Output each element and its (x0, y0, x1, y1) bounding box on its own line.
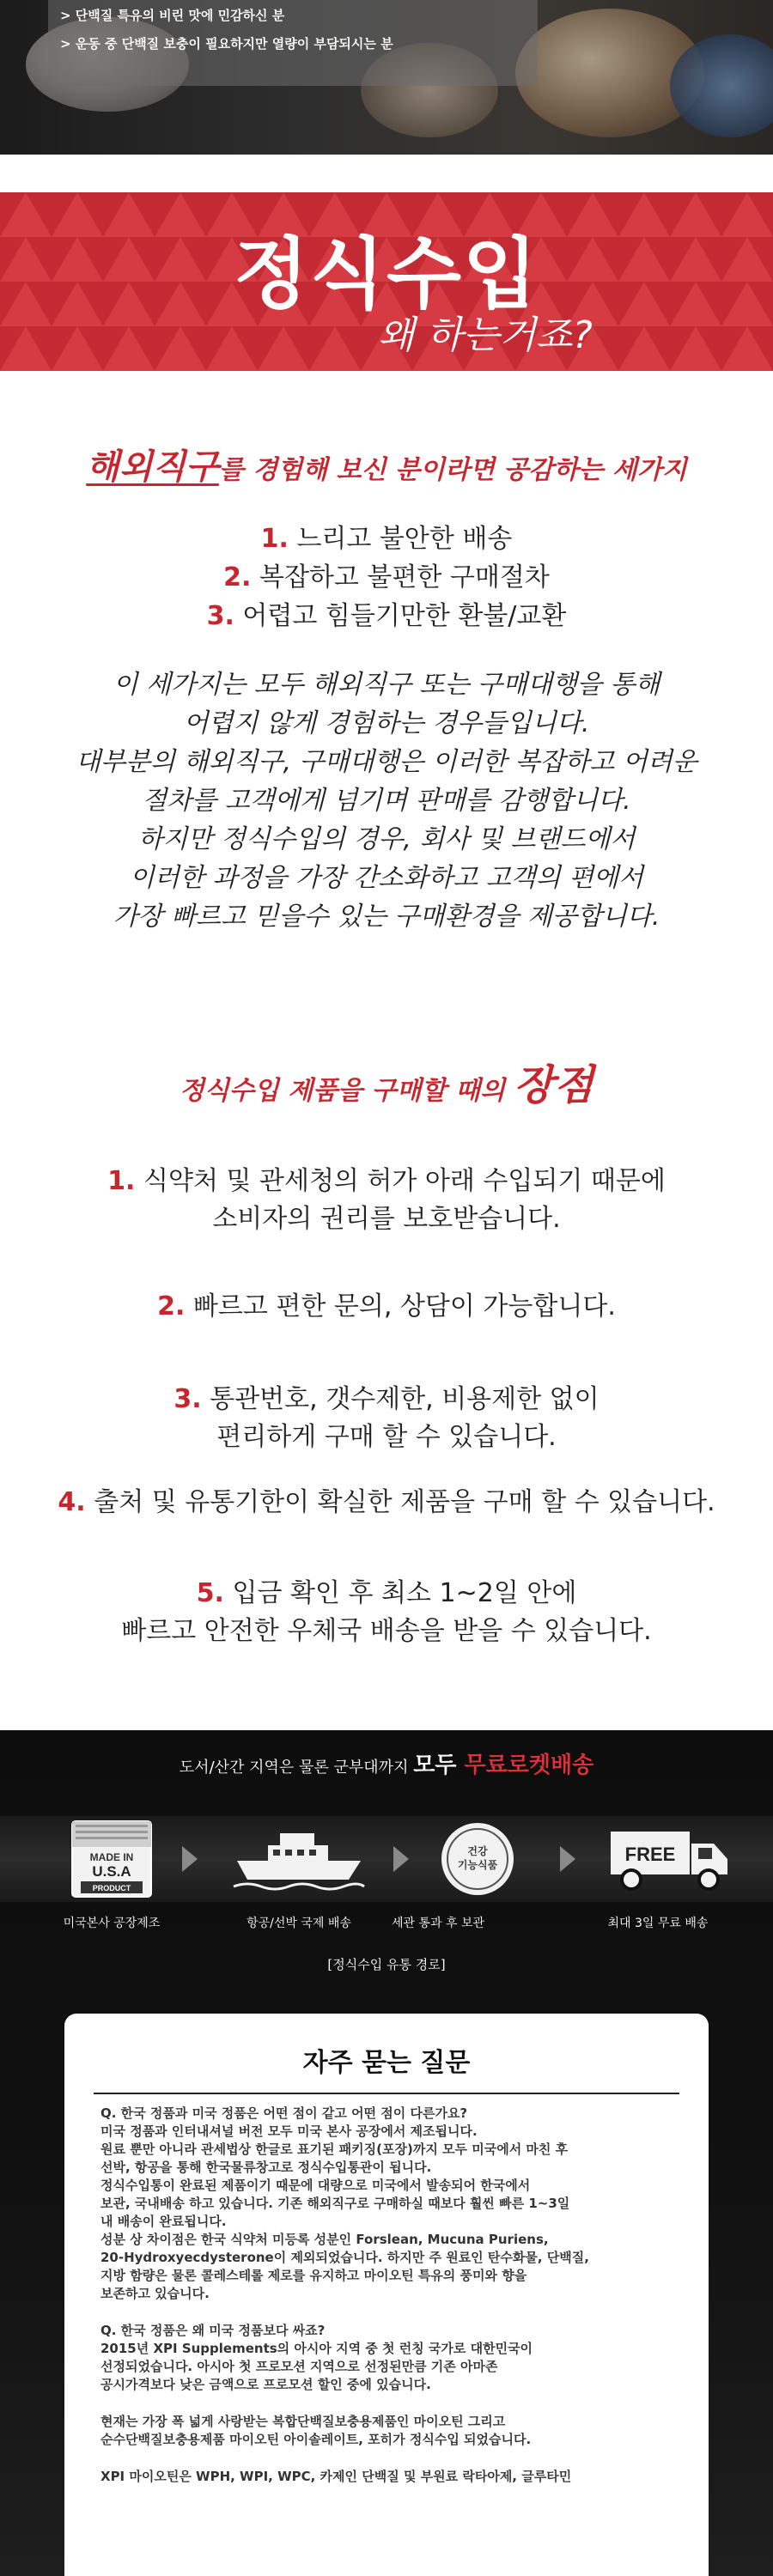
bag-photo (670, 34, 773, 137)
flow-step-caption: 세관 통과 후 보관 (391, 1917, 485, 1930)
faq-answer-line: 20-Hydroxyecdysterone이 제외되었습니다. 하지만 주 원료인 탄수화물, 단백질, (100, 2250, 589, 2265)
advantage-item: 4. 출처 및 유통기한이 확실한 제품을 구매 할 수 있습니다. (58, 1487, 715, 1517)
faq-answer-line: 지방 함량은 물론 콜레스테롤 제로를 유지하고 마이오틴 특유의 풍미와 향을 (100, 2268, 527, 2283)
audience-note: > 단백질 특유의 비린 맛에 민감하신 분 (60, 8, 285, 23)
list-item: 1. 느리고 불안한 배송 (260, 524, 513, 554)
faq-question: Q. 한국 정품은 왜 미국 정품보다 싸죠? (100, 2323, 326, 2338)
advantage-item: 5. 입금 확인 후 최소 1~2일 안에 빠르고 안전한 우체국 배송을 받을 수 있습니다. (121, 1578, 652, 1646)
svg-text:FREE: FREE (624, 1844, 676, 1865)
flow-step-caption: 최대 3일 무료 배송 (607, 1917, 709, 1930)
svg-text:U.S.A: U.S.A (92, 1863, 131, 1880)
faq-answer-line: 공시가격보다 낮은 금액으로 프로모션 할인 중에 있습니다. (100, 2377, 431, 2392)
overseas-heading-rest: 를 경험해 보신 분이라면 공감하는 세가지 (218, 455, 687, 485)
flow-arrow-icon (560, 1846, 575, 1872)
faq-card (64, 2014, 709, 2576)
advantages-heading-highlight: 장점 (514, 1061, 594, 1109)
top-photo-strip (0, 0, 773, 155)
audience-note: > 운동 중 단백질 보충이 필요하지만 열량이 부담되시는 분 (60, 36, 393, 52)
svg-text:MADE IN: MADE IN (89, 1851, 134, 1863)
advantage-item: 2. 빠르고 편한 문의, 상담이 가능합니다. (157, 1291, 616, 1321)
flow-step (34, 1816, 189, 1902)
faq-question: Q. 한국 정품과 미국 정품은 어떤 점이 같고 어떤 점이 다른가요? (100, 2105, 468, 2121)
flow-step (400, 1816, 555, 1902)
official-import-banner (0, 192, 773, 371)
faq-answer-line: 선정되었습니다. 아시아 첫 프로모션 지역으로 선정된만큼 기존 아마존 (100, 2359, 498, 2374)
svg-text:PRODUCT: PRODUCT (92, 1884, 131, 1893)
flow-step-caption: 항공/선박 국제 배송 (247, 1917, 351, 1930)
free-delivery-truck-icon (606, 1825, 734, 1893)
faq-answer-line: XPI 마이오틴은 WPH, WPI, WPC, 카제인 단백질 및 부원료 락타아제, 글루타민 (100, 2469, 572, 2484)
faq-answer-line: 현재는 가장 폭 넓게 사랑받는 복합단백질보충용제품인 마이오틴 그리고 (100, 2414, 506, 2429)
faq-title: 자주 묻는 질문 (302, 2048, 471, 2078)
flow-step-caption: 미국본사 공장제조 (63, 1917, 161, 1930)
faq-answer-line: 선박, 항공을 통해 한국물류창고로 정식수입통관이 됩니다. (100, 2160, 432, 2175)
faq-answer-line: 보존하고 있습니다. (100, 2286, 210, 2301)
list-item: 2. 복잡하고 불편한 구매절차 (223, 562, 550, 592)
advantages-heading (0, 1052, 773, 1111)
free-shipping-heading: 도서/산간 지역은 물론 군부대까지 모두 무료로켓배송 (179, 1753, 594, 1778)
explanation-paragraph: 이 세가지는 모두 해외직구 또는 구매대행을 통해 어렵지 않게 경험하는 경우들입니다. 대부분의 해외직구, 구매대행은 이러한 복잡하고 어려운 절차를 고객에게 넘기며 판매를 감행합니다. 하지만 정식수입의 경우, 회사 및 브랜드에서 이러한 과정을 가장 간소화하고 고객의 편에서 가장 빠르고 믿을수 있는 구매환경을 제공합니다. (76, 670, 697, 932)
faq-answer-line: 순수단백질보충용제품 마이오틴 아이솔레이트, 포히가 정식수입 되었습니다. (100, 2432, 532, 2447)
audience-note-box (48, 0, 538, 86)
faq-answer-line: 보관, 국내배송 하고 있습니다. 기존 해외직구로 구매하실 때보다 훨씬 빠른 1~3일 (100, 2196, 570, 2211)
faq-answer-line: 정식수입통이 완료된 제품이기 때문에 대량으로 미국에서 발송되어 한국에서 (100, 2178, 531, 2193)
overseas-heading-highlight: 해외직구 (86, 447, 219, 487)
faq-body (100, 2105, 685, 2486)
flow-arrow-icon (182, 1846, 198, 1872)
svg-text:건강: 건강 (467, 1845, 488, 1857)
flow-step (222, 1816, 376, 1902)
faq-answer-line: 성분 상 차이점은 한국 식약처 미등록 성분인 Forslean, Mucuna Puriens, (100, 2232, 549, 2247)
faq-answer-line: 내 배송이 완료됩니다. (100, 2214, 227, 2229)
inconvenience-list (0, 519, 773, 635)
advantage-item: 1. 식약처 및 관세청의 허가 아래 수입되기 때문에 소비자의 권리를 보호받습니다. (107, 1166, 666, 1234)
faq-divider (94, 2093, 679, 2094)
advantages-heading-rest: 정식수입 제품을 구매할 때의 (179, 1076, 514, 1106)
cargo-ship-icon (230, 1825, 368, 1893)
banner-title: 정식수입 (234, 229, 539, 319)
made-in-usa-badge-icon (60, 1820, 163, 1899)
advantage-item: 3. 통관번호, 갯수제한, 비용제한 없이 편리하게 구매 할 수 있습니다. (173, 1384, 600, 1452)
svg-text:기능식품: 기능식품 (457, 1859, 498, 1871)
faq-answer-line: 2015년 XPI Supplements의 아시아 지역 중 첫 런칭 국가로 대한민국이 (100, 2341, 533, 2356)
overseas-heading (0, 440, 773, 489)
health-food-seal-icon (439, 1820, 516, 1898)
faq-answer-line: 미국 정품과 인터내셔널 버전 모두 미국 본사 공장에서 제조됩니다. (100, 2123, 478, 2139)
route-label: [정식수입 유통 경로] (327, 1957, 446, 1972)
shipping-faq-section (0, 1730, 773, 2576)
list-item: 3. 어렵고 힘들기만한 환불/교환 (206, 601, 567, 631)
banner-subtitle: 왜 하는거죠? (378, 313, 593, 357)
flow-step (593, 1816, 747, 1902)
faq-answer-line: 원료 뿐만 아니라 관세법상 한글로 표기된 패키징(포장)까지 모두 미국에서 마친 후 (100, 2142, 569, 2157)
